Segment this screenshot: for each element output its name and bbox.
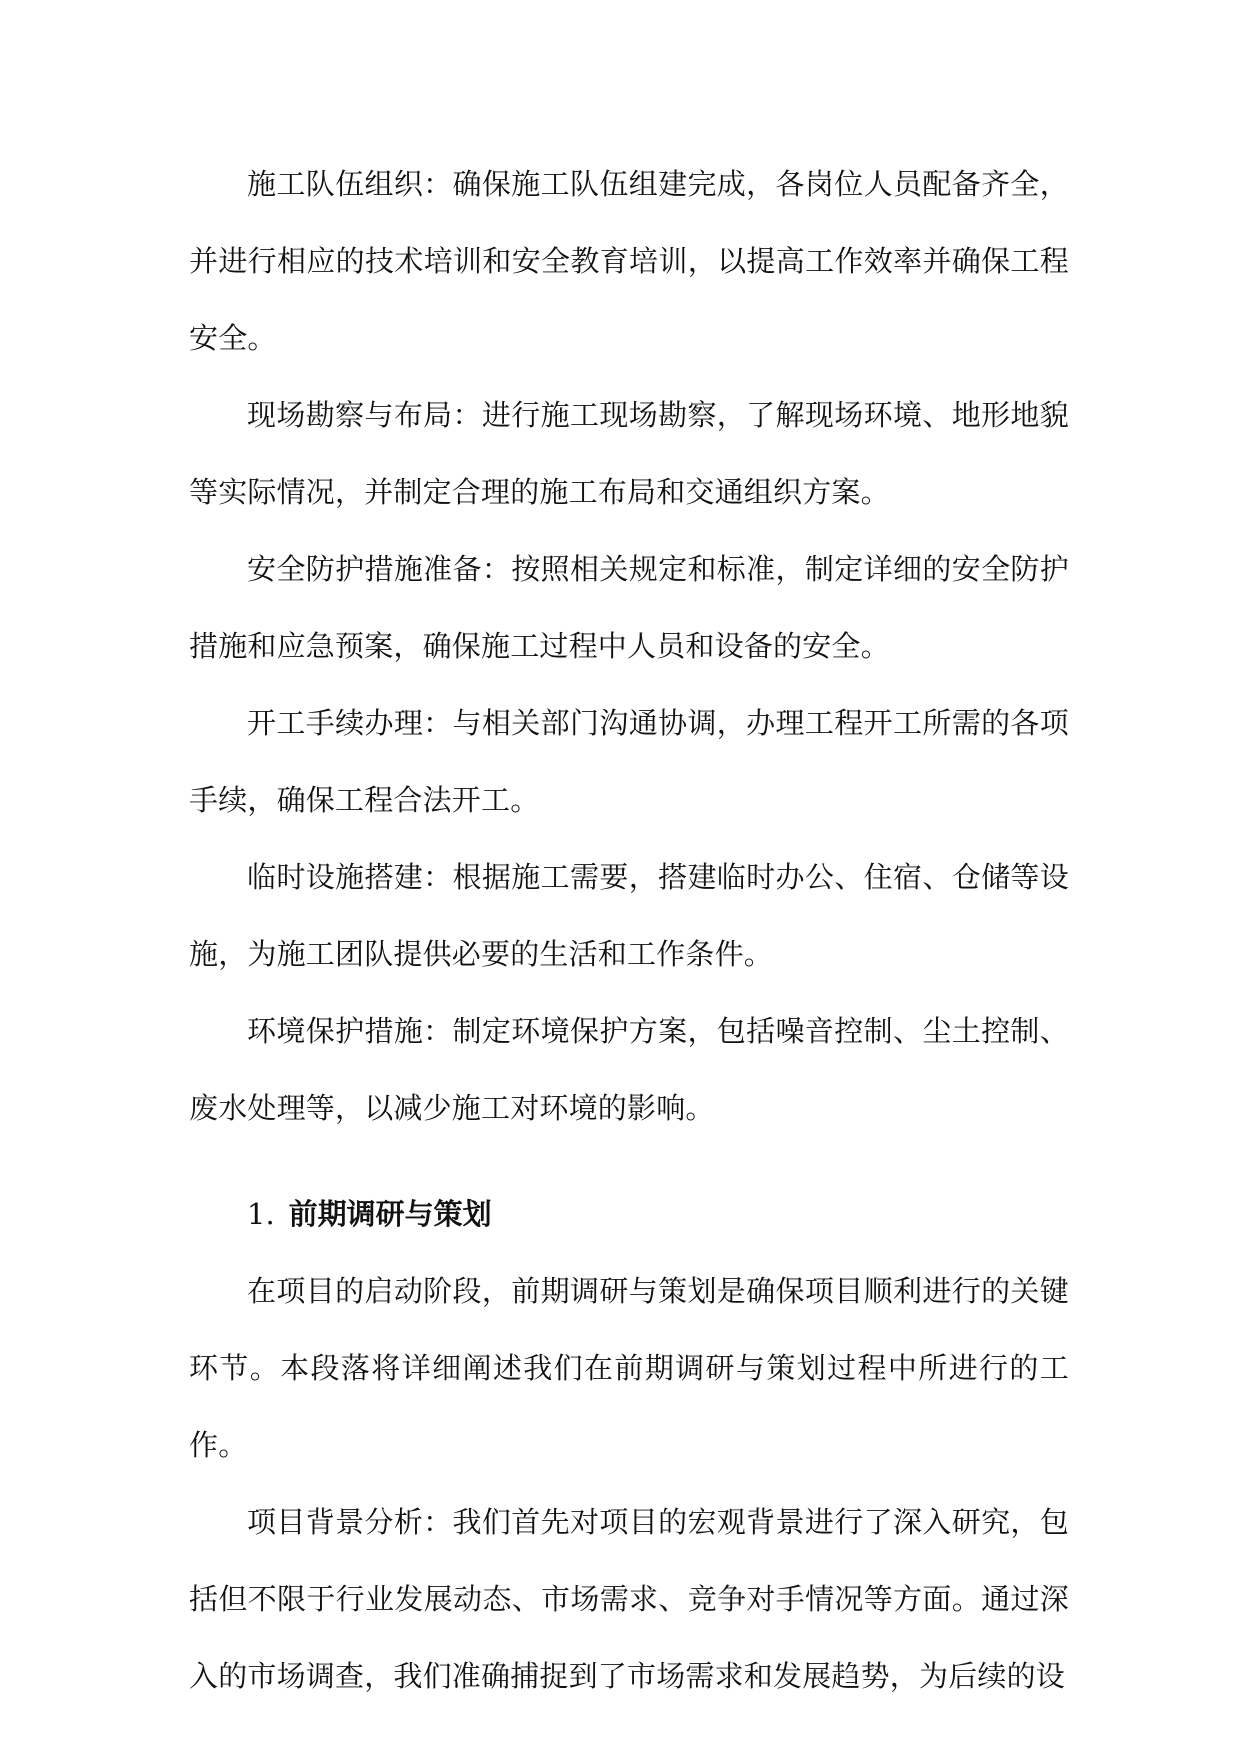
paragraph-background-analysis: 项目背景分析：我们首先对项目的宏观背景进行了深入研究，包括但不限于行业发展动态、市场需求、竞争对手情况等方面。通过深入的市场调查，我们准确捕捉到了市场需求和发展趋势，为后续的设: [189, 1505, 1069, 1693]
paragraph-intro: 在项目的启动阶段，前期调研与策划是确保项目顺利进行的关键环节。本段落将详细阐述我们在前期调研与策划过程中所进行的工作。: [189, 1274, 1069, 1462]
paragraph-safety-measures: 安全防护措施准备：按照相关规定和标准，制定详细的安全防护措施和应急预案，确保施工过程中人员和设备的安全。: [189, 552, 1069, 663]
section-heading: [189, 1176, 1069, 1253]
paragraph-temporary-facilities: 临时设施搭建：根据施工需要，搭建临时办公、住宿、仓储等设施，为施工团队提供必要的生活和工作条件。: [189, 860, 1069, 971]
document-body: [189, 146, 1069, 1715]
paragraph-environmental-protection: 环境保护措施：制定环境保护方案，包括噪音控制、尘土控制、废水处理等，以减少施工对环境的影响。: [189, 1014, 1069, 1125]
paragraph-site-survey: 现场勘察与布局：进行施工现场勘察，了解现场环境、地形地貌等实际情况，并制定合理的施工布局和交通组织方案。: [189, 398, 1069, 509]
paragraph-permits: 开工手续办理：与相关部门沟通协调，办理工程开工所需的各项手续，确保工程合法开工。: [189, 706, 1069, 817]
section-number: 1.: [247, 1197, 275, 1231]
section-title: 前期调研与策划: [288, 1197, 492, 1231]
paragraph-construction-team: 施工队伍组织：确保施工队伍组建完成，各岗位人员配备齐全，并进行相应的技术培训和安全教育培训，以提高工作效率并确保工程安全。: [189, 167, 1069, 355]
